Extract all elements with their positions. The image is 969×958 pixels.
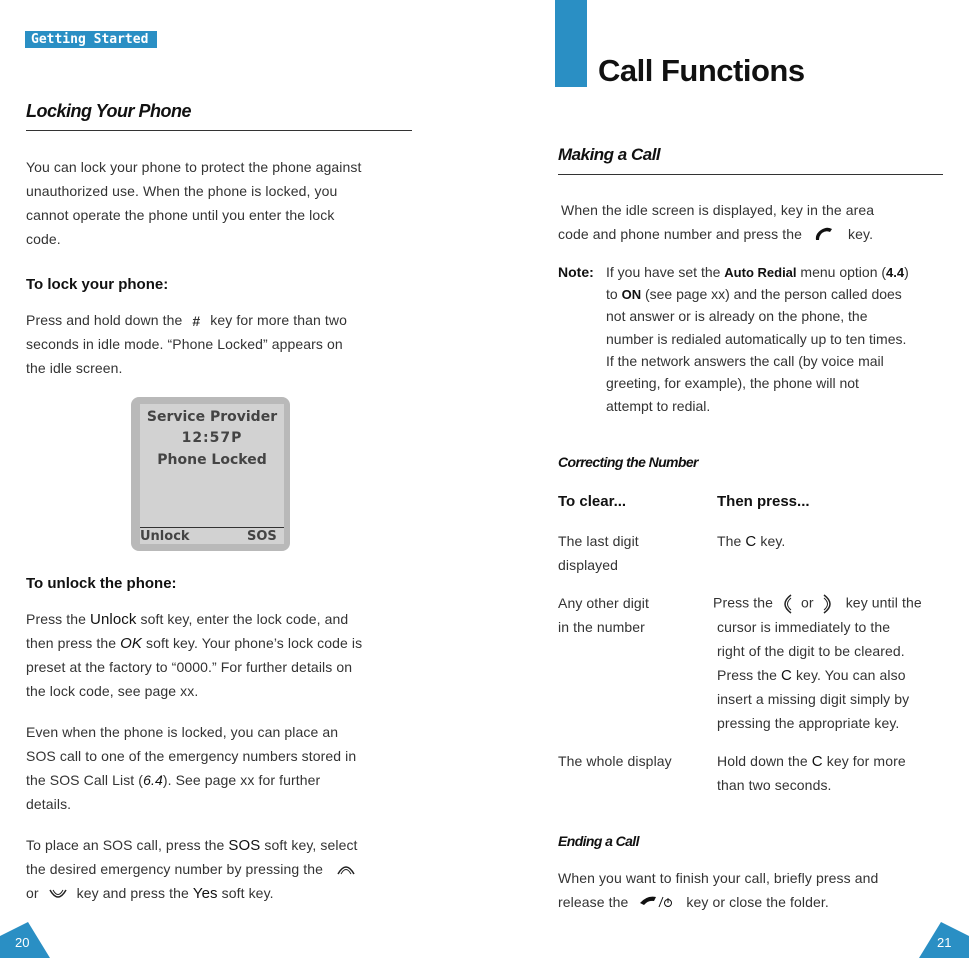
display-provider: Service Provider — [146, 409, 278, 425]
place-sos-line: the desired emergency number by pressing the — [26, 861, 357, 877]
softkey-sos: SOS — [247, 529, 277, 544]
intro-line: code. — [26, 231, 61, 247]
table-cell: cursor is immediately to the — [717, 619, 891, 635]
note-line: number is redialed automatically up to ten times. — [606, 331, 907, 347]
table-cell: right of the digit to be cleared. — [717, 643, 905, 659]
unlock-line: Press the Unlock soft key, enter the lock code, and — [26, 611, 349, 628]
softkey-divider — [140, 527, 284, 528]
table-cell: Hold down the C key for more — [717, 753, 906, 770]
unlock-line: preset at the factory to “0000.” For further details on — [26, 659, 353, 675]
table-cell: insert a missing digit simply by — [717, 691, 910, 707]
table-cell: in the number — [558, 619, 645, 635]
end-power-key-icon — [638, 894, 674, 913]
lock-instruction: seconds in idle mode. “Phone Locked” appears on — [26, 336, 343, 352]
note-line: attempt to redial. — [606, 398, 711, 414]
chapter-title: Call Functions — [598, 53, 805, 88]
table-header-press: Then press... — [717, 493, 810, 510]
sos-line: Even when the phone is locked, you can place an — [26, 724, 339, 740]
intro-line: cannot operate the phone until you enter the lock — [26, 207, 335, 223]
display-panel — [140, 404, 284, 544]
making-line: When the idle screen is displayed, key in the area — [561, 202, 875, 218]
down-arrow-key-icon — [47, 887, 69, 901]
display-time: 12:57P — [181, 430, 243, 446]
up-arrow-key-icon — [335, 863, 357, 877]
lock-instruction: Press and hold down the # key for more than two — [26, 312, 347, 330]
table-cell: The whole display — [558, 753, 672, 769]
left-arrow-key-icon — [781, 593, 793, 615]
table-cell: displayed — [558, 557, 619, 573]
table-cell: pressing the appropriate key. — [717, 715, 900, 731]
making-line: code and phone number and press the key. — [558, 226, 873, 244]
unlock-title: To unlock the phone: — [26, 575, 177, 592]
page-number-right: 21 — [937, 935, 952, 950]
table-cell: Press the or key until the — [713, 593, 922, 615]
phone-display — [131, 397, 290, 551]
page-number-left: 20 — [15, 935, 30, 950]
note-line: If you have set the Auto Redial menu option (4.4) — [606, 264, 909, 280]
intro-line: You can lock your phone to protect the phone against — [26, 159, 362, 175]
note-line: not answer or is already on the phone, the — [606, 308, 868, 324]
table-cell: Press the C key. You can also — [717, 667, 906, 684]
hash-key-icon: # — [192, 313, 201, 330]
sos-line: SOS call to one of the emergency numbers stored in — [26, 748, 357, 764]
ending-line: release the key or close the folder. — [558, 894, 829, 913]
note-line: to ON (see page xx) and the person called does — [606, 286, 902, 302]
table-cell: The C key. — [717, 533, 786, 550]
place-sos-line: To place an SOS call, press the SOS soft key, select — [26, 837, 358, 854]
page-heading: Locking Your Phone — [26, 101, 192, 121]
heading-rule — [26, 130, 412, 131]
intro-line: unauthorized use. When the phone is locked, you — [26, 183, 338, 199]
unlock-line: the lock code, see page xx. — [26, 683, 199, 699]
note-line: If the network answers the call (by voice mail — [606, 353, 884, 369]
chapter-bar — [555, 0, 587, 87]
ending-line: When you want to finish your call, briefly press and — [558, 870, 879, 886]
lock-instruction: the idle screen. — [26, 360, 123, 376]
making-rule — [558, 174, 943, 175]
place-sos-line: or key and press the Yes soft key. — [26, 885, 274, 902]
table-cell: than two seconds. — [717, 777, 832, 793]
sos-line: the SOS Call List (6.4). See page xx for further — [26, 772, 321, 788]
sos-line: details. — [26, 796, 72, 812]
table-cell: Any other digit — [558, 595, 649, 611]
table-header-clear: To clear... — [558, 493, 627, 510]
note-label: Note: — [558, 264, 594, 280]
softkey-unlock: Unlock — [140, 529, 190, 544]
lock-title: To lock your phone: — [26, 276, 169, 293]
send-key-icon — [812, 226, 836, 244]
right-arrow-key-icon — [822, 593, 834, 615]
ending-heading: Ending a Call — [558, 833, 639, 849]
unlock-line: then press the OK soft key. Your phone’s lock code is — [26, 635, 363, 652]
section-tab-label: Getting Started — [31, 32, 149, 47]
note-line: greeting, for example), the phone will not — [606, 375, 859, 391]
correcting-heading: Correcting the Number — [558, 454, 698, 470]
display-status: Phone Locked — [157, 452, 267, 468]
table-cell: The last digit — [558, 533, 639, 549]
making-heading: Making a Call — [558, 145, 661, 164]
